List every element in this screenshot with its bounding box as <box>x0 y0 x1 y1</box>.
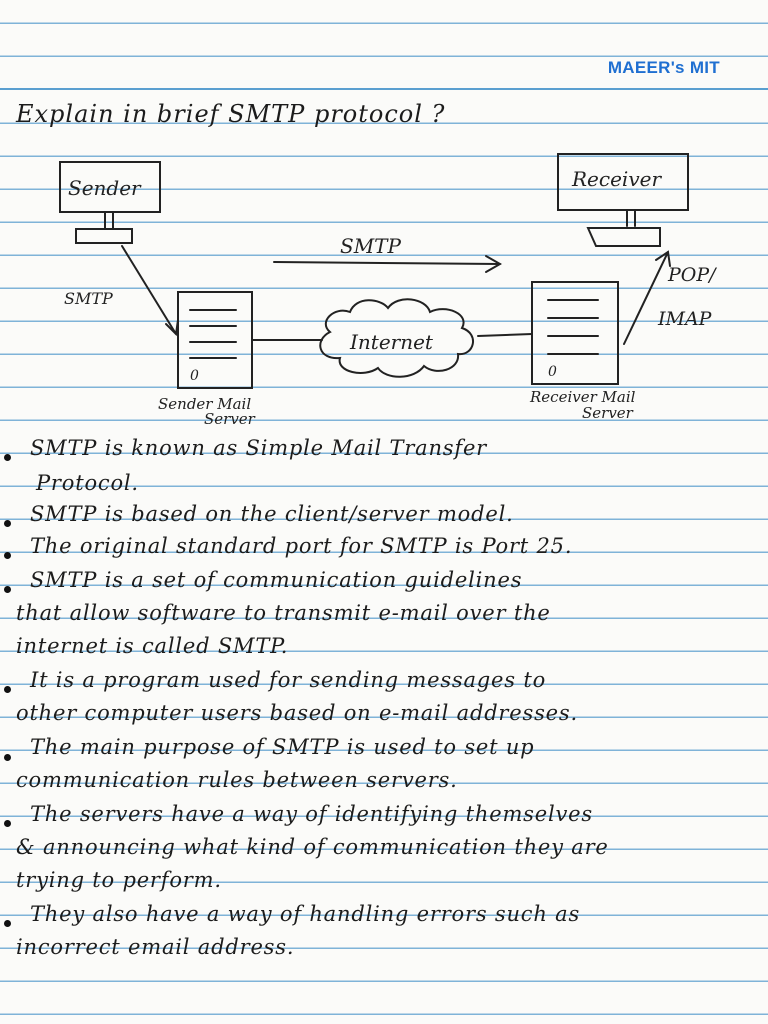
bullet-mark <box>4 552 11 559</box>
sender-keyboard-icon <box>76 229 132 243</box>
sender-server-label: Sender Mail <box>158 395 252 413</box>
receiver-server-label: Receiver Mail <box>530 388 636 406</box>
question-heading: Explain in brief SMTP protocol ? <box>16 100 446 128</box>
sender-server-label-2: Server <box>204 410 255 428</box>
receiver-keyboard-icon <box>588 228 660 246</box>
note-line: SMTP is known as Simple Mail Transfer <box>30 436 488 460</box>
sender-to-server-arrow <box>122 246 176 334</box>
note-line: internet is called SMTP. <box>16 634 289 658</box>
note-line: SMTP is a set of communication guidelines <box>30 568 523 592</box>
note-line: It is a program used for sending messages to <box>30 668 547 692</box>
note-line: that allow software to transmit e-mail over the <box>16 601 551 625</box>
note-line: trying to perform. <box>16 868 222 892</box>
receiver-label: Receiver <box>572 167 662 191</box>
internet-label: Internet <box>350 330 433 354</box>
imap-label: IMAP <box>658 308 712 330</box>
note-line: The main purpose of SMTP is used to set up <box>30 735 535 759</box>
bullet-mark <box>4 686 11 693</box>
receiver-server-icon <box>532 282 618 384</box>
bullet-mark <box>4 586 11 593</box>
brand-logo: MAEER's MIT <box>607 58 720 77</box>
smtp-left-label: SMTP <box>64 289 113 308</box>
smtp-transfer-arrow <box>274 262 500 264</box>
sender-label: Sender <box>68 176 141 200</box>
receiver-server-mark: 0 <box>548 364 557 380</box>
smtp-top-label: SMTP <box>340 234 401 258</box>
pop-label: POP/ <box>668 264 716 286</box>
note-line: Protocol. <box>36 471 139 495</box>
sender-server-mark: 0 <box>190 368 199 384</box>
note-line: The servers have a way of identifying themselves <box>30 802 593 826</box>
bullet-mark <box>4 454 11 461</box>
server-to-receiver-arrow <box>624 252 668 344</box>
note-line: & announcing what kind of communication they are <box>16 835 609 859</box>
note-line: other computer users based on e-mail addresses. <box>16 701 578 725</box>
receiver-server-label-2: Server <box>582 404 633 422</box>
bullet-mark <box>4 920 11 927</box>
bullet-mark <box>4 520 11 527</box>
bullet-mark <box>4 820 11 827</box>
note-line: communication rules between servers. <box>16 768 458 792</box>
note-line: incorrect email address. <box>16 935 295 959</box>
note-line: The original standard port for SMTP is Port 25. <box>30 534 573 558</box>
bullet-mark <box>4 754 11 761</box>
note-line: They also have a way of handling errors such as <box>30 902 581 926</box>
note-line: SMTP is based on the client/server model. <box>30 502 514 526</box>
